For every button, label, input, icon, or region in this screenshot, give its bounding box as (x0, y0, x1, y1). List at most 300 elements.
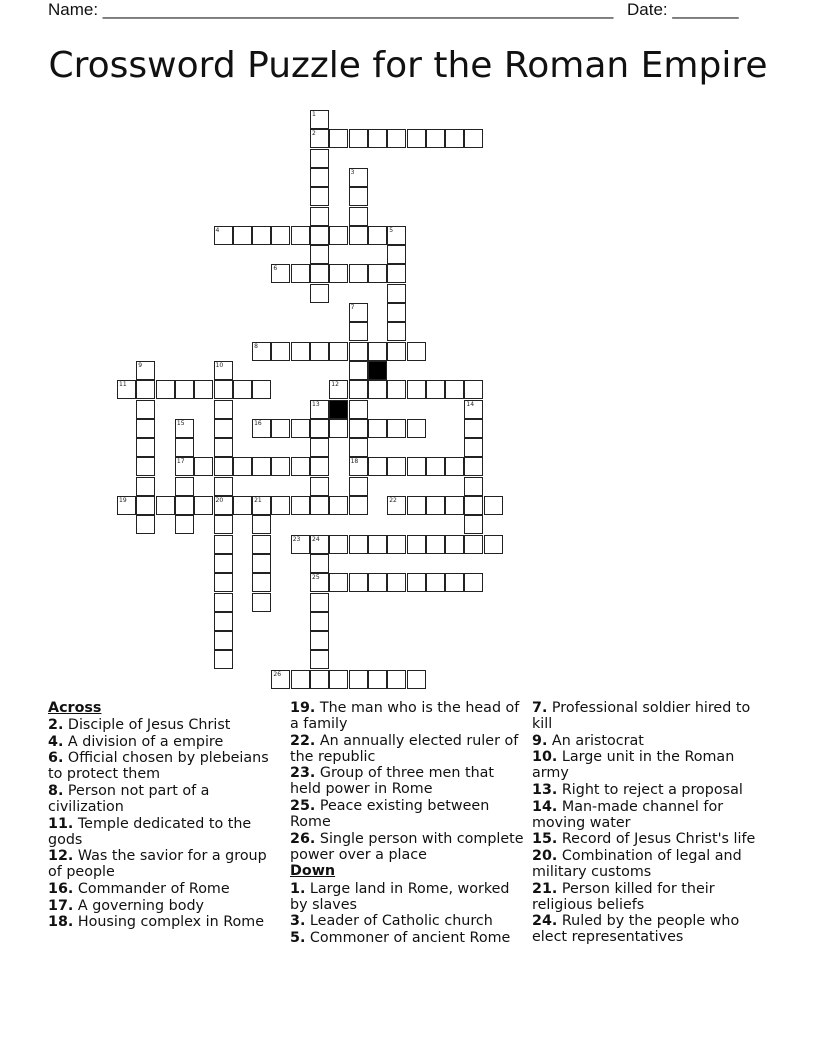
clue-number: 6. (48, 750, 64, 767)
answer-square[interactable] (329, 129, 348, 148)
answer-square[interactable] (156, 496, 175, 515)
answer-square[interactable] (291, 419, 310, 438)
clue-number-label: 17 (176, 458, 185, 466)
answer-square[interactable] (368, 670, 387, 689)
answer-square[interactable] (310, 457, 329, 476)
clue-item (290, 765, 526, 797)
answer-square[interactable] (445, 496, 464, 515)
clue-text: Man-made channel for moving water (532, 798, 724, 831)
clue-item (532, 848, 768, 880)
answer-square[interactable] (387, 535, 406, 554)
clue-number-label: 11 (119, 381, 127, 389)
answer-square[interactable] (214, 593, 233, 612)
answer-square[interactable] (445, 457, 464, 476)
clue-number-label: 3 (350, 168, 355, 176)
clue-number-label: 21 (254, 497, 262, 504)
answer-square[interactable] (329, 573, 348, 592)
answer-square[interactable] (194, 380, 213, 399)
answer-square[interactable] (349, 400, 368, 419)
answer-square[interactable] (407, 380, 426, 399)
answer-square[interactable] (233, 496, 252, 515)
answer-square[interactable] (310, 593, 329, 612)
clue-item (532, 799, 768, 831)
clue-number-label: 26 (273, 670, 282, 678)
clue-number: 21. (532, 880, 558, 897)
clue-number: 9. (532, 732, 548, 749)
clue-number: 1. (290, 880, 306, 897)
clue-number-label: 8 (254, 342, 258, 350)
answer-square[interactable] (426, 457, 445, 476)
clue-item (48, 783, 284, 815)
answer-square[interactable] (464, 477, 483, 496)
answer-square[interactable] (349, 226, 368, 245)
clue-item (290, 913, 526, 929)
answer-square[interactable] (407, 129, 426, 148)
clue-column-3 (532, 700, 768, 946)
answer-square[interactable] (252, 593, 271, 612)
clue-text: Was the savior for a group of people (48, 848, 267, 881)
clue-item (48, 898, 284, 914)
clue-item (48, 914, 284, 930)
answer-square[interactable] (349, 380, 368, 399)
clue-column-1 (48, 700, 284, 931)
clue-item (290, 831, 526, 863)
clue-number-label: 20 (215, 497, 224, 504)
down-clue-list-2 (532, 700, 768, 945)
answer-square[interactable] (214, 612, 233, 631)
answer-square[interactable] (310, 226, 329, 245)
answer-square[interactable] (310, 535, 329, 554)
answer-square[interactable] (464, 438, 483, 457)
clue-item (532, 913, 768, 945)
clue-text: Commoner of ancient Rome (305, 929, 511, 946)
answer-square[interactable] (214, 515, 233, 534)
clue-item (290, 930, 526, 946)
answer-square[interactable] (368, 457, 387, 476)
answer-square[interactable] (349, 129, 368, 148)
clue-text: Right to reject a proposal (557, 781, 743, 798)
answer-square[interactable] (194, 496, 213, 515)
answer-square[interactable] (407, 496, 426, 515)
clue-number-label: 19 (119, 497, 127, 504)
clue-number: 14. (532, 798, 558, 815)
page-title: Crossword Puzzle for the Roman Empire (48, 45, 768, 86)
clue-number: 20. (532, 847, 558, 864)
answer-square[interactable] (387, 264, 406, 283)
answer-square[interactable] (194, 457, 213, 476)
answer-square[interactable] (329, 670, 348, 689)
answer-square[interactable] (310, 284, 329, 303)
answer-square[interactable] (387, 284, 406, 303)
answer-square[interactable] (175, 515, 194, 534)
answer-square[interactable] (136, 438, 155, 457)
clue-number: 11. (48, 815, 74, 832)
answer-square[interactable] (310, 631, 329, 650)
date-field-label: Date: _______ (627, 0, 739, 19)
answer-square[interactable] (291, 496, 310, 515)
clue-number: 4. (48, 733, 64, 750)
answer-square[interactable] (387, 496, 406, 515)
answer-square[interactable] (310, 400, 329, 419)
answer-square[interactable] (252, 457, 271, 476)
answer-square[interactable] (136, 515, 155, 534)
clue-number: 19. (290, 700, 316, 716)
answer-square[interactable] (175, 438, 194, 457)
answer-square[interactable] (291, 535, 310, 554)
answer-square[interactable] (349, 264, 368, 283)
answer-square[interactable] (349, 477, 368, 496)
answer-square[interactable] (271, 496, 290, 515)
across-clue-list-2 (290, 700, 526, 863)
clue-number-label: 18 (350, 458, 359, 466)
answer-square[interactable] (271, 264, 290, 283)
answer-square[interactable] (368, 264, 387, 283)
answer-square[interactable] (233, 380, 252, 399)
clue-text: An annually elected ruler of the republic (290, 732, 519, 765)
answer-square[interactable] (329, 226, 348, 245)
answer-square[interactable] (407, 342, 426, 361)
answer-square[interactable] (175, 419, 194, 438)
clue-text: An aristocrat (547, 732, 644, 749)
answer-square[interactable] (214, 361, 233, 380)
across-heading: Across (48, 700, 102, 716)
answer-square[interactable] (445, 380, 464, 399)
answer-square[interactable] (214, 631, 233, 650)
blocked-square (368, 361, 387, 380)
clue-text: Official chosen by plebeians to protect them (48, 750, 269, 783)
answer-square[interactable] (175, 380, 194, 399)
clue-text: Record of Jesus Christ's life (557, 831, 756, 848)
answer-square[interactable] (136, 477, 155, 496)
answer-square[interactable] (233, 457, 252, 476)
answer-square[interactable] (310, 149, 329, 168)
clue-number: 13. (532, 781, 558, 798)
answer-square[interactable] (387, 226, 406, 245)
clue-number: 24. (532, 913, 558, 930)
clue-number-label: 7 (350, 304, 355, 311)
answer-square[interactable] (291, 226, 310, 245)
clue-item (532, 749, 768, 781)
answer-square[interactable] (349, 670, 368, 689)
clue-number: 25. (290, 798, 316, 815)
answer-square[interactable] (214, 400, 233, 419)
answer-square[interactable] (349, 187, 368, 206)
answer-square[interactable] (387, 573, 406, 592)
name-field-label: Name: ______________________________________________________ (48, 0, 614, 19)
answer-square[interactable] (368, 380, 387, 399)
answer-square[interactable] (329, 342, 348, 361)
clue-item (48, 816, 284, 848)
clue-number-label: 4 (215, 226, 220, 234)
answer-square[interactable] (310, 129, 329, 148)
answer-square[interactable] (368, 535, 387, 554)
answer-square[interactable] (368, 419, 387, 438)
answer-square[interactable] (349, 573, 368, 592)
answer-square[interactable] (426, 573, 445, 592)
clue-item (290, 700, 526, 732)
clue-number: 15. (532, 831, 558, 848)
answer-square[interactable] (214, 535, 233, 554)
answer-square[interactable] (136, 380, 155, 399)
answer-square[interactable] (214, 457, 233, 476)
answer-square[interactable] (271, 457, 290, 476)
answer-square[interactable] (136, 496, 155, 515)
clue-item (532, 700, 768, 732)
answer-square[interactable] (349, 535, 368, 554)
answer-square[interactable] (407, 457, 426, 476)
clue-text: Commander of Rome (73, 881, 230, 898)
answer-square[interactable] (214, 496, 233, 515)
answer-square[interactable] (156, 380, 175, 399)
answer-square[interactable] (252, 419, 271, 438)
clue-text: Single person with complete power over a place (290, 830, 524, 863)
clue-number-label: 16 (254, 419, 262, 427)
clue-text: Disciple of Jesus Christ (63, 717, 231, 734)
answer-square[interactable] (271, 226, 290, 245)
answer-square[interactable] (252, 573, 271, 592)
clue-number: 3. (290, 913, 306, 930)
answer-square[interactable] (310, 573, 329, 592)
answer-square[interactable] (175, 496, 194, 515)
clue-number-label: 22 (389, 497, 397, 504)
answer-square[interactable] (214, 438, 233, 457)
answer-square[interactable] (329, 419, 348, 438)
answer-square[interactable] (310, 207, 329, 226)
answer-square[interactable] (387, 457, 406, 476)
clue-number: 23. (290, 765, 316, 782)
clue-number: 12. (48, 848, 74, 865)
clue-number-label: 6 (273, 265, 278, 273)
answer-square[interactable] (291, 670, 310, 689)
answer-square[interactable] (349, 322, 368, 341)
clue-text: Housing complex in Rome (73, 914, 265, 931)
answer-square[interactable] (349, 457, 368, 476)
answer-square[interactable] (387, 303, 406, 322)
answer-square[interactable] (426, 535, 445, 554)
answer-square[interactable] (310, 168, 329, 187)
answer-square[interactable] (464, 496, 483, 515)
clue-item (48, 750, 284, 782)
clue-number-label: 1 (312, 111, 316, 118)
clue-text: Group of three men that held power in Rome (290, 765, 494, 798)
blocked-square (329, 400, 348, 419)
answer-square[interactable] (349, 168, 368, 187)
answer-square[interactable] (387, 670, 406, 689)
answer-square[interactable] (252, 535, 271, 554)
answer-square[interactable] (310, 342, 329, 361)
answer-square[interactable] (136, 419, 155, 438)
answer-square[interactable] (252, 515, 271, 534)
clue-number: 17. (48, 897, 74, 914)
answer-square[interactable] (387, 419, 406, 438)
clue-number: 16. (48, 881, 74, 898)
clue-number: 10. (532, 749, 558, 766)
answer-square[interactable] (464, 400, 483, 419)
answer-square[interactable] (117, 496, 136, 515)
answer-square[interactable] (464, 380, 483, 399)
clue-text: A division of a empire (63, 733, 224, 750)
answer-square[interactable] (214, 650, 233, 669)
answer-square[interactable] (426, 129, 445, 148)
answer-square[interactable] (291, 342, 310, 361)
answer-square[interactable] (175, 457, 194, 476)
answer-square[interactable] (445, 129, 464, 148)
answer-square[interactable] (310, 554, 329, 573)
answer-square[interactable] (291, 457, 310, 476)
clue-text: A governing body (73, 897, 204, 914)
answer-square[interactable] (484, 535, 503, 554)
clue-text: Large land in Rome, worked by slaves (290, 880, 510, 913)
answer-square[interactable] (136, 400, 155, 419)
clue-number: 5. (290, 929, 306, 946)
answer-square[interactable] (464, 535, 483, 554)
answer-square[interactable] (310, 477, 329, 496)
clue-item (290, 881, 526, 913)
clue-text: Peace existing between Rome (290, 798, 490, 831)
clue-number-label: 23 (292, 535, 301, 543)
answer-square[interactable] (368, 573, 387, 592)
answer-square[interactable] (136, 361, 155, 380)
answer-square[interactable] (329, 264, 348, 283)
answer-square[interactable] (407, 419, 426, 438)
answer-square[interactable] (445, 535, 464, 554)
answer-square[interactable] (117, 380, 136, 399)
clue-number-label: 15 (176, 419, 185, 427)
answer-square[interactable] (252, 226, 271, 245)
answer-square[interactable] (252, 496, 271, 515)
answer-square[interactable] (368, 226, 387, 245)
answer-square[interactable] (175, 477, 194, 496)
answer-square[interactable] (329, 535, 348, 554)
answer-square[interactable] (136, 457, 155, 476)
answer-square[interactable] (387, 380, 406, 399)
answer-square[interactable] (407, 535, 426, 554)
answer-square[interactable] (349, 438, 368, 457)
answer-square[interactable] (349, 207, 368, 226)
answer-square[interactable] (214, 477, 233, 496)
clue-text: Ruled by the people who elect representatives (532, 913, 740, 946)
answer-square[interactable] (407, 670, 426, 689)
answer-square[interactable] (310, 650, 329, 669)
clue-item (532, 881, 768, 913)
answer-square[interactable] (310, 438, 329, 457)
answer-square[interactable] (310, 496, 329, 515)
answer-square[interactable] (252, 342, 271, 361)
clue-number-label: 9 (138, 361, 143, 369)
answer-square[interactable] (349, 361, 368, 380)
answer-square[interactable] (310, 612, 329, 631)
answer-square[interactable] (233, 226, 252, 245)
clue-item (48, 717, 284, 733)
clue-text: Combination of legal and military customs (532, 847, 742, 880)
answer-square[interactable] (407, 573, 426, 592)
answer-square[interactable] (368, 342, 387, 361)
clue-item (290, 798, 526, 830)
clue-column-2 (290, 700, 526, 946)
answer-square[interactable] (310, 245, 329, 264)
answer-square[interactable] (426, 496, 445, 515)
down-clue-list-1 (290, 881, 526, 946)
clue-number-label: 13 (312, 400, 320, 408)
answer-square[interactable] (271, 419, 290, 438)
answer-square[interactable] (387, 245, 406, 264)
answer-square[interactable] (464, 419, 483, 438)
clue-text: Large unit in the Roman army (532, 749, 735, 782)
clue-item (48, 848, 284, 880)
answer-square[interactable] (214, 226, 233, 245)
clue-item (48, 881, 284, 897)
answer-square[interactable] (310, 419, 329, 438)
answer-square[interactable] (368, 129, 387, 148)
answer-square[interactable] (214, 380, 233, 399)
clue-number: 22. (290, 732, 316, 749)
clue-number-label: 10 (215, 361, 224, 369)
answer-square[interactable] (387, 129, 406, 148)
answer-square[interactable] (214, 554, 233, 573)
clue-text: Leader of Catholic church (305, 913, 493, 930)
answer-square[interactable] (252, 380, 271, 399)
answer-square[interactable] (329, 380, 348, 399)
answer-square[interactable] (464, 129, 483, 148)
answer-square[interactable] (271, 670, 290, 689)
clue-number: 8. (48, 782, 64, 799)
answer-square[interactable] (214, 573, 233, 592)
answer-square[interactable] (464, 457, 483, 476)
clue-number-label: 25 (312, 574, 320, 582)
clue-text: The man who is the head of a family (290, 700, 520, 733)
clue-item (290, 733, 526, 765)
answer-square[interactable] (271, 342, 290, 361)
answer-square[interactable] (349, 419, 368, 438)
clue-number-label: 5 (389, 226, 394, 234)
answer-square[interactable] (426, 380, 445, 399)
across-clue-list-1 (48, 717, 284, 930)
answer-square[interactable] (464, 515, 483, 534)
clue-text: Person killed for their religious beliefs (532, 880, 715, 913)
down-heading: Down (290, 863, 336, 880)
answer-square[interactable] (329, 496, 348, 515)
clue-number: 18. (48, 914, 74, 931)
clue-item (48, 734, 284, 750)
clue-number-label: 14 (466, 400, 475, 408)
clue-text: Temple dedicated to the gods (48, 815, 252, 848)
clue-item (532, 733, 768, 749)
clue-number: 7. (532, 700, 548, 716)
answer-square[interactable] (310, 670, 329, 689)
answer-square[interactable] (349, 303, 368, 322)
answer-square[interactable] (310, 264, 329, 283)
answer-square[interactable] (252, 554, 271, 573)
answer-square[interactable] (310, 110, 329, 129)
answer-square[interactable] (387, 322, 406, 341)
clue-text: Person not part of a civilization (48, 782, 210, 816)
answer-square[interactable] (291, 264, 310, 283)
answer-square[interactable] (484, 496, 503, 515)
clue-item (532, 831, 768, 847)
clue-number: 2. (48, 717, 64, 734)
answer-square[interactable] (445, 573, 464, 592)
clue-item (532, 782, 768, 798)
answer-square[interactable] (214, 419, 233, 438)
answer-square[interactable] (349, 496, 368, 515)
answer-square[interactable] (464, 573, 483, 592)
answer-square[interactable] (387, 342, 406, 361)
answer-square[interactable] (349, 342, 368, 361)
answer-square[interactable] (310, 187, 329, 206)
clue-number-label: 2 (312, 130, 316, 138)
clue-number-label: 12 (331, 381, 339, 389)
clue-number: 26. (290, 830, 316, 847)
